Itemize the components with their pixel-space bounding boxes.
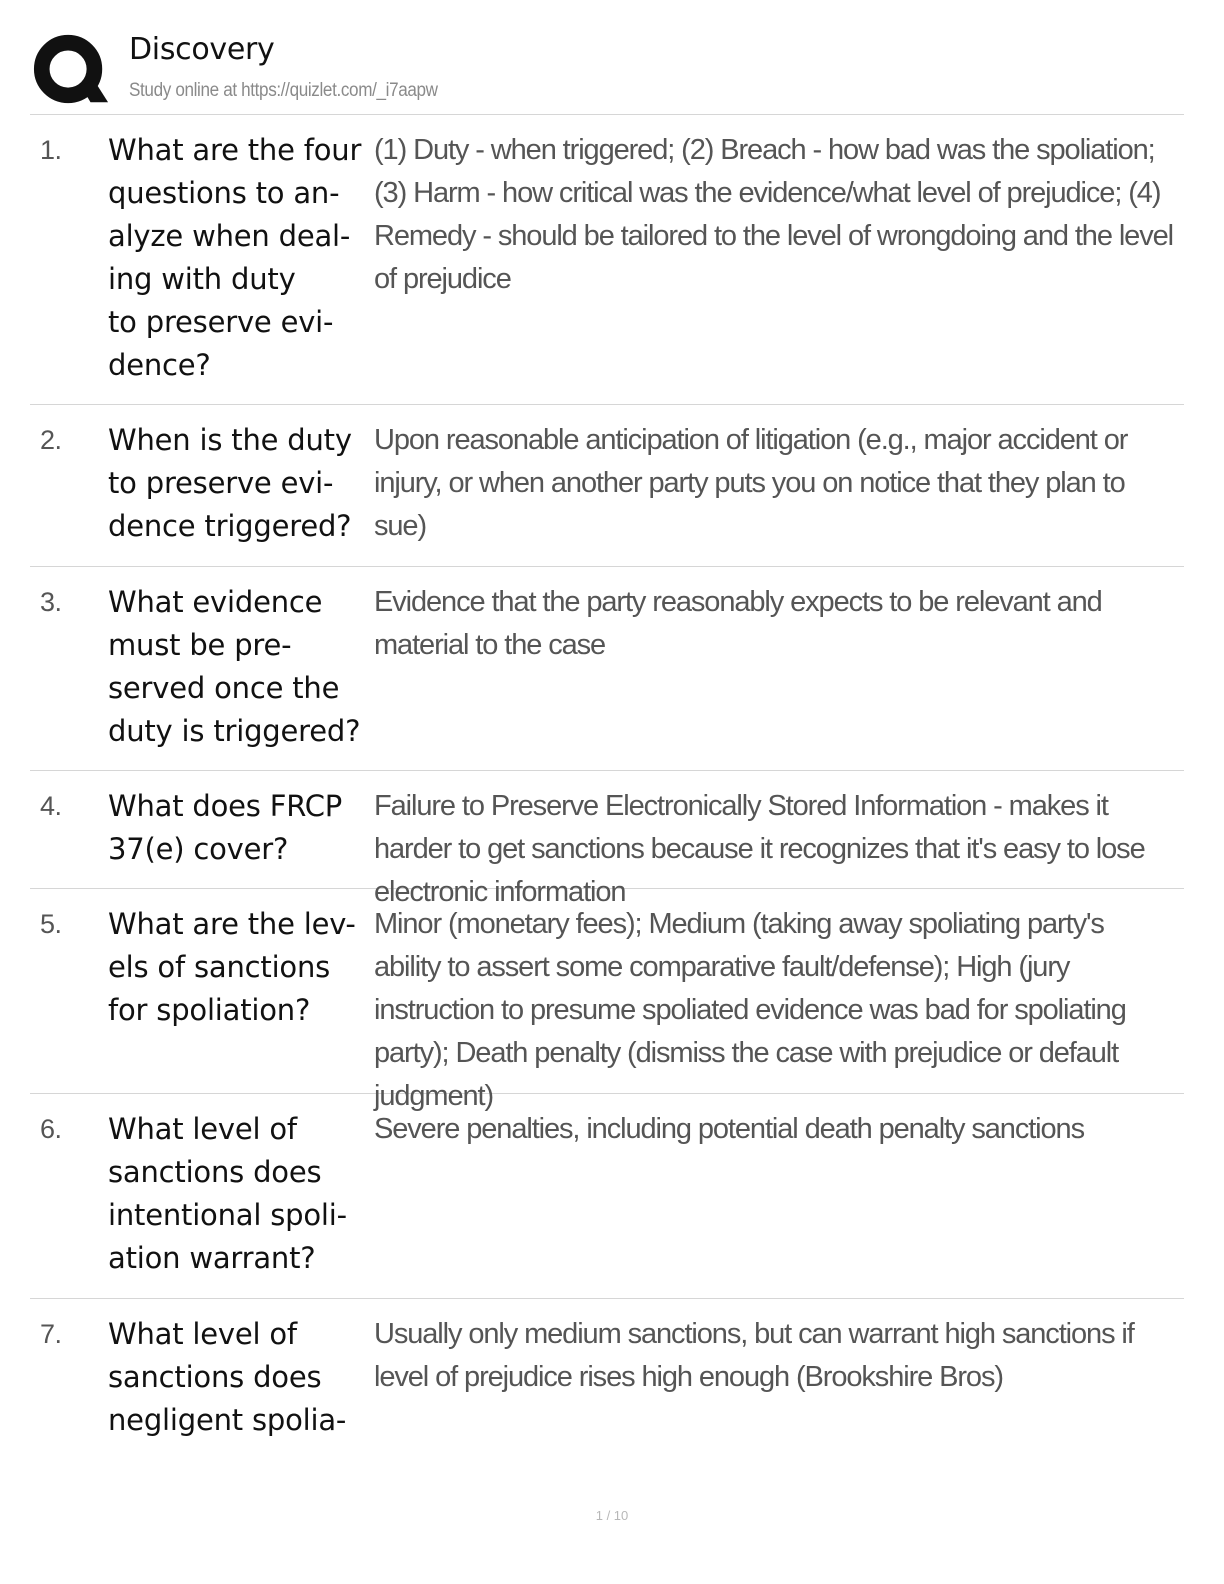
card-definition: Upon reasonable anticipation of litigation (e.g., major accident or injury, or when another party puts you on notice that they plan to sue) <box>374 424 1128 542</box>
card-definition: Severe penalties, including potential death penalty sanctions <box>374 1113 1084 1145</box>
card-term: When is the duty to preserve evi- dence triggered? <box>108 423 352 543</box>
card-number: 4. <box>40 791 62 821</box>
card-term: What does FRCP 37(e) cover? <box>108 789 343 866</box>
page-header <box>30 28 1184 115</box>
quizlet-q-logo-icon <box>32 32 110 110</box>
card-number: 7. <box>40 1319 62 1349</box>
card-number: 5. <box>40 909 62 939</box>
set-title: Discovery <box>129 32 275 67</box>
card-term: What level of sanctions does intentional spoli- ation warrant? <box>108 1112 347 1275</box>
flashcard-row <box>30 889 1184 1112</box>
card-number: 6. <box>40 1114 62 1144</box>
page-number: 1 / 10 <box>595 1508 629 1523</box>
flashcard-row <box>30 115 1184 405</box>
card-term: What are the lev- els of sanctions for spoliation? <box>108 907 356 1027</box>
card-definition: Evidence that the party reasonably expects to be relevant and material to the case <box>374 586 1102 661</box>
card-definition: Minor (monetary fees); Medium (taking away spoliating party's ability to assert some comparative fault/defense); High (jury instruction to presume spoliated evidence was bad for spoliating party); Death penalty (dismiss the case with prejudice or default judgment) <box>374 908 1126 1112</box>
flashcard-row <box>30 1299 1184 1459</box>
card-definition: Usually only medium sanctions, but can warrant high sanctions if level of prejudice rises high enough (Brookshire Bros) <box>374 1318 1134 1393</box>
flashcard-row <box>30 771 1184 908</box>
card-definition: Failure to Preserve Electronically Stored Information - makes it harder to get sanctions because it recognizes that it's easy to lose electronic information <box>374 790 1145 908</box>
card-number: 3. <box>40 587 62 617</box>
study-online-link[interactable]: Study online at https://quizlet.com/_i7aapw <box>129 80 438 101</box>
flashcard-row <box>30 1094 1184 1299</box>
card-term: What evidence must be pre- served once the duty is triggered? <box>108 585 361 748</box>
flashcard-list <box>30 115 1184 1459</box>
card-definition: (1) Duty - when triggered; (2) Breach - how bad was the spoliation; (3) Harm - how critical was the evidence/what level of prejudice; (4) Remedy - should be tailored to the level of wrongdoing and the level of prejudice <box>374 134 1173 295</box>
card-term: What level of sanctions does negligent spolia- <box>108 1317 347 1437</box>
flashcard-row <box>30 567 1184 771</box>
card-term: What are the four questions to an- alyze when deal- ing with duty to preserve evi- dence? <box>108 133 362 382</box>
card-number: 2. <box>40 425 62 455</box>
flashcard-row <box>30 405 1184 567</box>
card-number: 1. <box>40 135 62 165</box>
